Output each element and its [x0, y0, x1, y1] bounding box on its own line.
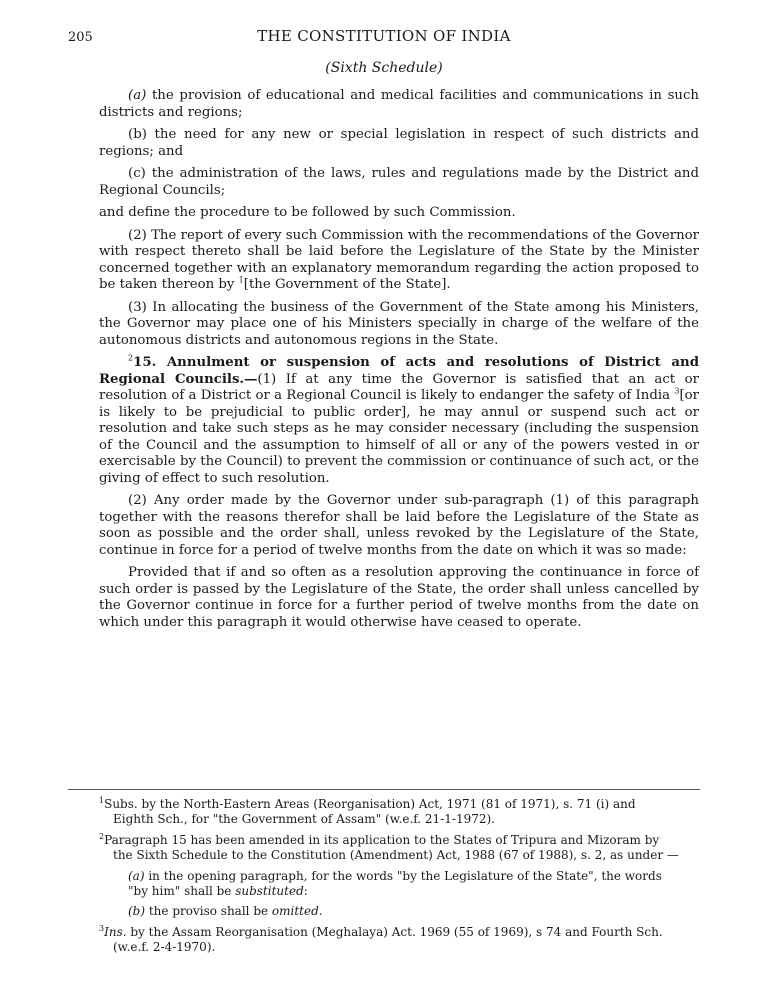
footnote-divider	[68, 789, 700, 790]
proviso: Provided that if and so often as a resolution approving the continuance in force of such order is passed by the Legislature of the State, the order shall unless cancelled by the Governor continue in force for a further period of twelve months from the date on which under this paragraph it would otherwise have ceased to operate.	[99, 565, 699, 630]
footnote-2-items	[99, 869, 699, 919]
define-procedure: and define the procedure to be followed by such Commission.	[99, 205, 516, 220]
footnote-2-item-b: (b) the proviso shall be omitted.	[128, 904, 323, 918]
subparagraph-2: (2) The report of every such Commission with the recommendations of the Governor with respect thereto shall be laid before the Legislature of the State by the Minister concerned together with an explanatory memorandum regarding the action proposed to be taken thereon by $^1$[the Government of the State].	[99, 227, 699, 292]
footnote-ref-3: 3	[674, 386, 680, 396]
footnote-2: $^2$Paragraph 15 has been amended in its application to the States of Tripura and Mizoram by the Sixth Schedule to the Constitution (Amendment) Act, 1988 (67 of 1988), s. 2, as under —	[99, 832, 679, 862]
section-15: $^2$15. Annulment or suspension of acts and resolutions of District and Regional Councils.—(1) If at any time the Governor is satisfied that an act or resolution of a District or a Regional Council is likely to endanger the safety of India $^3$[or is likely to be prejudicial to public order], he may annul or suspend such act or resolution and take such steps as he may consider necessary (including the suspension of the Council and the assumption to himself of all or any of the powers vested in or exercisable by the Council) to prevent the commission or continuance of such act, or the giving of effect to such resolution.	[99, 353, 700, 486]
running-head: THE CONSTITUTION OF INDIA	[257, 27, 511, 45]
schedule-subtitle: (Sixth Schedule)	[325, 60, 443, 76]
body-text	[99, 88, 699, 637]
clause-b: (b) the need for any new or special legislation in respect of such districts and regions; and	[99, 127, 699, 159]
page-number: 205	[68, 30, 93, 45]
clause-a: (a) the provision of educational and medical facilities and communications in such districts and regions;	[99, 88, 699, 120]
subparagraph-3: (3) In allocating the business of the Government of the State among his Ministers, the Governor may place one of his Ministers specially in charge of the welfare of the autonomous districts and autonomous regions in the State.	[99, 299, 699, 348]
footnote-2-item-a: (a) in the opening paragraph, for the words "by the Legislature of the State", the words "by him" shall be substituted:	[128, 869, 662, 898]
section-15-heading: 15. Annulment or suspension of acts and resolutions of District and Regional Councils.—	[99, 355, 699, 387]
footnote-ref-1: 1	[238, 275, 244, 285]
footnote-3: $^3$Ins. by the Assam Reorganisation (Meghalaya) Act. 1969 (55 of 1969), s 74 and Fourth Sch. (w.e.f. 2-4-1970).	[99, 924, 663, 954]
footnotes	[99, 797, 699, 961]
footnote-ref-2: 2	[128, 353, 134, 363]
clause-c: (c) the administration of the laws, rules and regulations made by the District and Regional Councils;	[99, 166, 699, 198]
footnote-1: $^1$Subs. by the North-Eastern Areas (Reorganisation) Act, 1971 (81 of 1971), s. 71 (i) and Eighth Sch., for "the Government of Assam" (w.e.f. 21-1-1972).	[99, 796, 636, 826]
section-15-2: (2) Any order made by the Governor under sub-paragraph (1) of this paragraph together with the reasons therefor shall be laid before the Legislature of the State as soon as possible and the order shall, unless revoked by the Legislature of the State, continue in force for a period of twelve months from the date on which it was so made:	[99, 493, 699, 558]
